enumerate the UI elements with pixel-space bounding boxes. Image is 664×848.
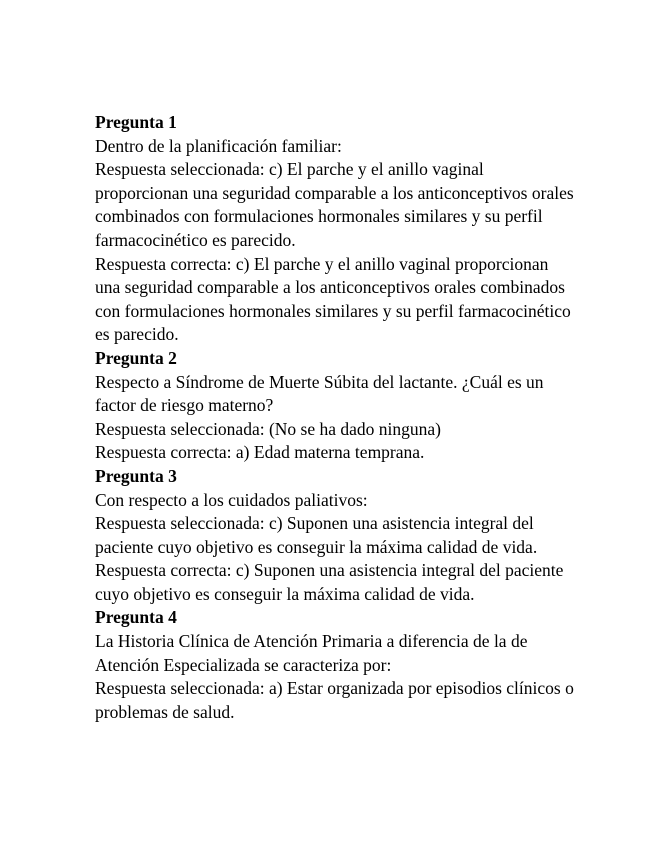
question-prompt: Con respecto a los cuidados paliativos: [95, 489, 368, 510]
question-block-2 [95, 347, 575, 465]
selected-answer: Respuesta seleccionada: a) Estar organizada por episodios clínicos o problemas de salud. [95, 678, 574, 722]
question-prompt: Respecto a Síndrome de Muerte Súbita del lactante. ¿Cuál es un factor de riesgo materno? [95, 371, 544, 416]
question-prompt: Dentro de la planificación familiar: [95, 135, 342, 156]
question-title: Pregunta 1 [95, 112, 177, 132]
question-title: Pregunta 2 [95, 347, 177, 368]
correct-answer: Respuesta correcta: c) El parche y el anillo vaginal proporcionan una seguridad comparable a los anticonceptivos orales combinados con formulaciones hormonales similares y su perfil farmacocinético es parecido. [95, 253, 571, 345]
question-prompt: La Historia Clínica de Atención Primaria a diferencia de la de Atención Especializada se caracteriza por: [95, 631, 528, 675]
document-page [95, 111, 575, 724]
selected-answer: Respuesta seleccionada: c) Suponen una asistencia integral del paciente cuyo objetivo es conseguir la máxima calidad de vida. [95, 513, 538, 557]
selected-answer: Respuesta seleccionada: (No se ha dado ninguna) [95, 418, 441, 439]
question-block-4 [95, 606, 575, 724]
question-block-3 [95, 465, 575, 607]
question-title: Pregunta 4 [95, 607, 177, 628]
correct-answer: Respuesta correcta: a) Edad materna temprana. [95, 442, 425, 463]
question-block-1 [95, 111, 575, 347]
question-title: Pregunta 3 [95, 465, 177, 486]
selected-answer: Respuesta seleccionada: c) El parche y el anillo vaginal proporcionan una seguridad comparable a los anticonceptivos orales combinados con formulaciones hormonales similares y su perfil farmacocinético es parecido. [95, 159, 574, 250]
correct-answer: Respuesta correcta: c) Suponen una asistencia integral del paciente cuyo objetivo es conseguir la máxima calidad de vida. [95, 560, 564, 604]
